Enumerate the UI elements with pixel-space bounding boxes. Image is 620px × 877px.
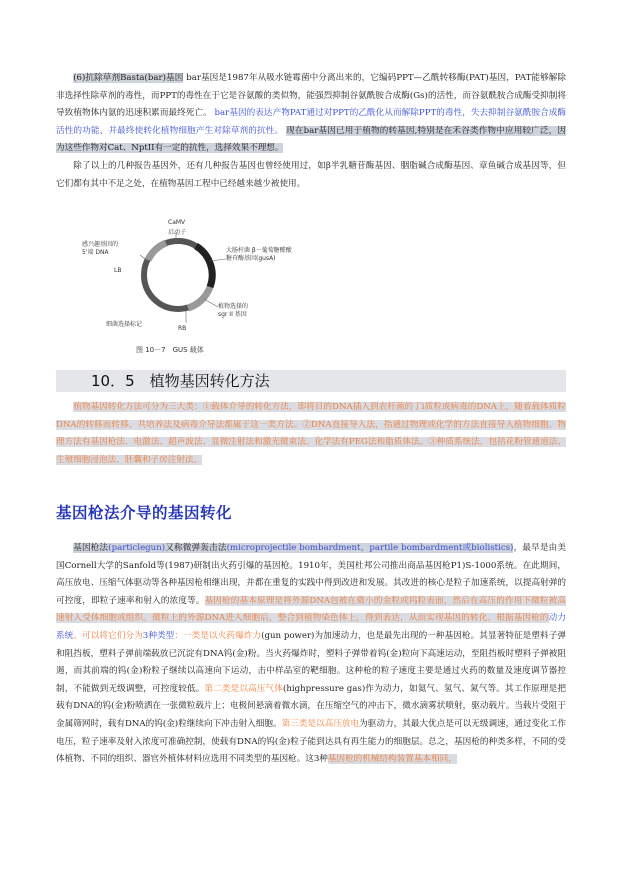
gun-t8: 。可以将它们分为 [73, 630, 143, 641]
gun-t14: 第三类是以高压放电 [281, 718, 360, 729]
bar-gene-sentence-1: bar基因是1987年从吸水链霉菌中分离出来的，它编码PPT—乙酰转移酶(PAT)基因，PAT能够解除非选择性除草剂的毒性，而PPT的毒性在于它是谷氨酸的类似物，能强烈抑制谷氨酰胺合成酶(Gs)的活性，而谷氨酰胺合成酶受抑制将导致植物体内氨的迅速积累而最终死亡。 [56, 73, 566, 119]
gun-t5: ，最早是由美国Cornell大学的Sanfold等(1987)研制出火药引爆的基因枪。1910年，美国杜邦公司推出商品基因枪P1)S-1000系统。在此期间，高压放电、压缩气体驱动等各种基因枪相继出现，并都在重复的实践中得到改进和发展。其改进的核心是粒子加速系统，以提高射弹的可控度，即粒子速率和射入的浓度等。 [56, 543, 566, 606]
gun-t3: 又称微弹轰击法 [165, 543, 227, 553]
bacterial-marker-label: 细菌选择标记 [106, 321, 143, 328]
gun-t4: (microprojectile bombardment，partile bombardment或biolistics) [226, 543, 514, 553]
gun-t12: 第二类是以高压气体 [204, 683, 283, 694]
gus-gene-segment [196, 246, 212, 287]
camv-label: CaMV [168, 219, 186, 226]
bar-gene-lead: (6)抗除草剂Basta(bar)基因 [73, 73, 184, 83]
gun-t7: 动力系统 [56, 613, 566, 641]
bar-gene-paragraph [56, 70, 566, 158]
other-reporter-genes-paragraph: 除了以上的几种报告基因外，还有几种报告基因也曾经使用过，如β半乳糖苷酶基因、胭脂碱合成酶基因、章鱼碱合成基因等，但它们都有其中不足之处，在植物基因工程中已经越来越少被使用。 [56, 160, 566, 189]
gun-t11: (gun power)为加速动力，也是最先出现的一种基因枪。其显著特征是塑料子弹和阻挡板，塑料子弹前端载放已沉淀有DNA钨(金)粉。当火药爆炸时，塑料子弹带着钨(金)粒向下高速运动，至阻挡板时塑料子弹被阻遏，而其前端的钨(金)粉粒子继续以高速向下运动，击中样品室的靶细胞。这种枪的粒子速度主要是通过火药的数量及速度调节器控制，不能做到无级调整，可控度较低。 [56, 630, 566, 694]
gun-t16: 基因枪的机械结构装置基本相同， [327, 754, 457, 765]
section-title: 10．5 植物基因转化方法 [91, 372, 270, 390]
gun-t2: (particlegun) [108, 543, 166, 553]
methods-paragraph [56, 399, 566, 469]
gun-t10: ：一类是以火药爆炸力 [174, 630, 262, 641]
selection-gene-label-1: 植物选择的 [218, 303, 249, 310]
gun-t1: 基因枪法 [73, 543, 109, 553]
promoter-label: 启动子 [168, 229, 187, 236]
section-heading-10-5 [56, 370, 566, 392]
dna-label-1: 感兴趣基因的 [82, 241, 119, 248]
methods-text: 植物基因转化方法可分为三大类：①载体介导的转化方法，即将目的DNA插入到农杆菌的丁i质粒或病毒的DNA上，随着载体质粒DNA的转移而转移。共培养法及病毒介导法都属于这一类方法。②DNA直接导入法，指通过物理或化学的方法直接导入植物细胞。物理方法有基因枪法、电激法、超声波法、显微注射法和激光微束法。化学法有PEG法和脂质体法。③种质系统法，包括花粉管通道法、生殖细胞浸泡法、胚囊和子房注射法。 [56, 402, 566, 465]
gus-gene-label-2: 糖苷酶基因(gusA) [226, 255, 276, 262]
gene-gun-heading: 基因枪法介导的基因转化 [56, 504, 233, 522]
bar-gene-sentence-3: 现在bar基因已用于植物的转基因,特别是在禾谷类作物中应用较广泛，因为这些作物对Cat、NptII有一定的抗性，选择效果不理想。 [56, 125, 566, 154]
gun-t9: 3种类型 [142, 630, 175, 641]
gun-t13: (highpressure gas)作为动力，如氦气、氢气、氮气等。其工作原理是把载有DNA的钨(金)粉喷洒在一张微粒载片上；电极间悬滴着微水滴，在压缩空气的冲击下，微水滴雾状喷射，驱动载片。当载片受阻于金属筛网时，载有DNA的钨(金)粒继续向下冲击射入细胞。 [56, 683, 566, 729]
selection-gene-segment [188, 287, 210, 308]
methods-section [56, 399, 566, 469]
figure-caption: 图 10－7 GUS 载体 [136, 346, 204, 354]
dna-label-2: 5'端 DNA [82, 249, 109, 256]
gene-gun-paragraph [56, 540, 566, 769]
gene-gun-section [56, 540, 566, 769]
gus-gene-label-1: 大肠杆菌 β－葡萄糖醛酸 [226, 247, 292, 254]
promoter-segment [148, 243, 166, 260]
selection-gene-label-2: sgr II 基因 [218, 311, 247, 318]
gun-t15: 为驱动力，其最大优点是可以无级调速，通过变化工作电压，粒子速率及射入浓度可准确控制，使载有DNA的钨(金)粒子能到达具有再生能力的细胞层。总之，基因枪的种类多样，不同的受体植物、不同的组织、器官外植体材料应选用不同类型的基因枪。这3种 [56, 718, 566, 765]
section-bar-gene [56, 70, 566, 193]
lb-label: LB [114, 267, 122, 274]
bar-gene-sentence-2: bar基因的表达产物PAT通过对PPT的乙酰化从而解除PPT的毒性，失去抑制谷氨酰胺合成酶活性的功能，并最终使转化植物细胞产生对除草剂的抗性。 [56, 108, 566, 136]
gun-t6: 基因枪的基本原理是将外源DNA包被在微小的金粒或钨粒表面，然后在高压的作用下微粒被高速射入受体细胞或组织。微粒上的外源DNA进入细胞后，整合到植物染色体上，得到表达，从而实现基因的转化。根据基因枪的 [56, 595, 566, 624]
rb-label: RB [178, 325, 187, 332]
